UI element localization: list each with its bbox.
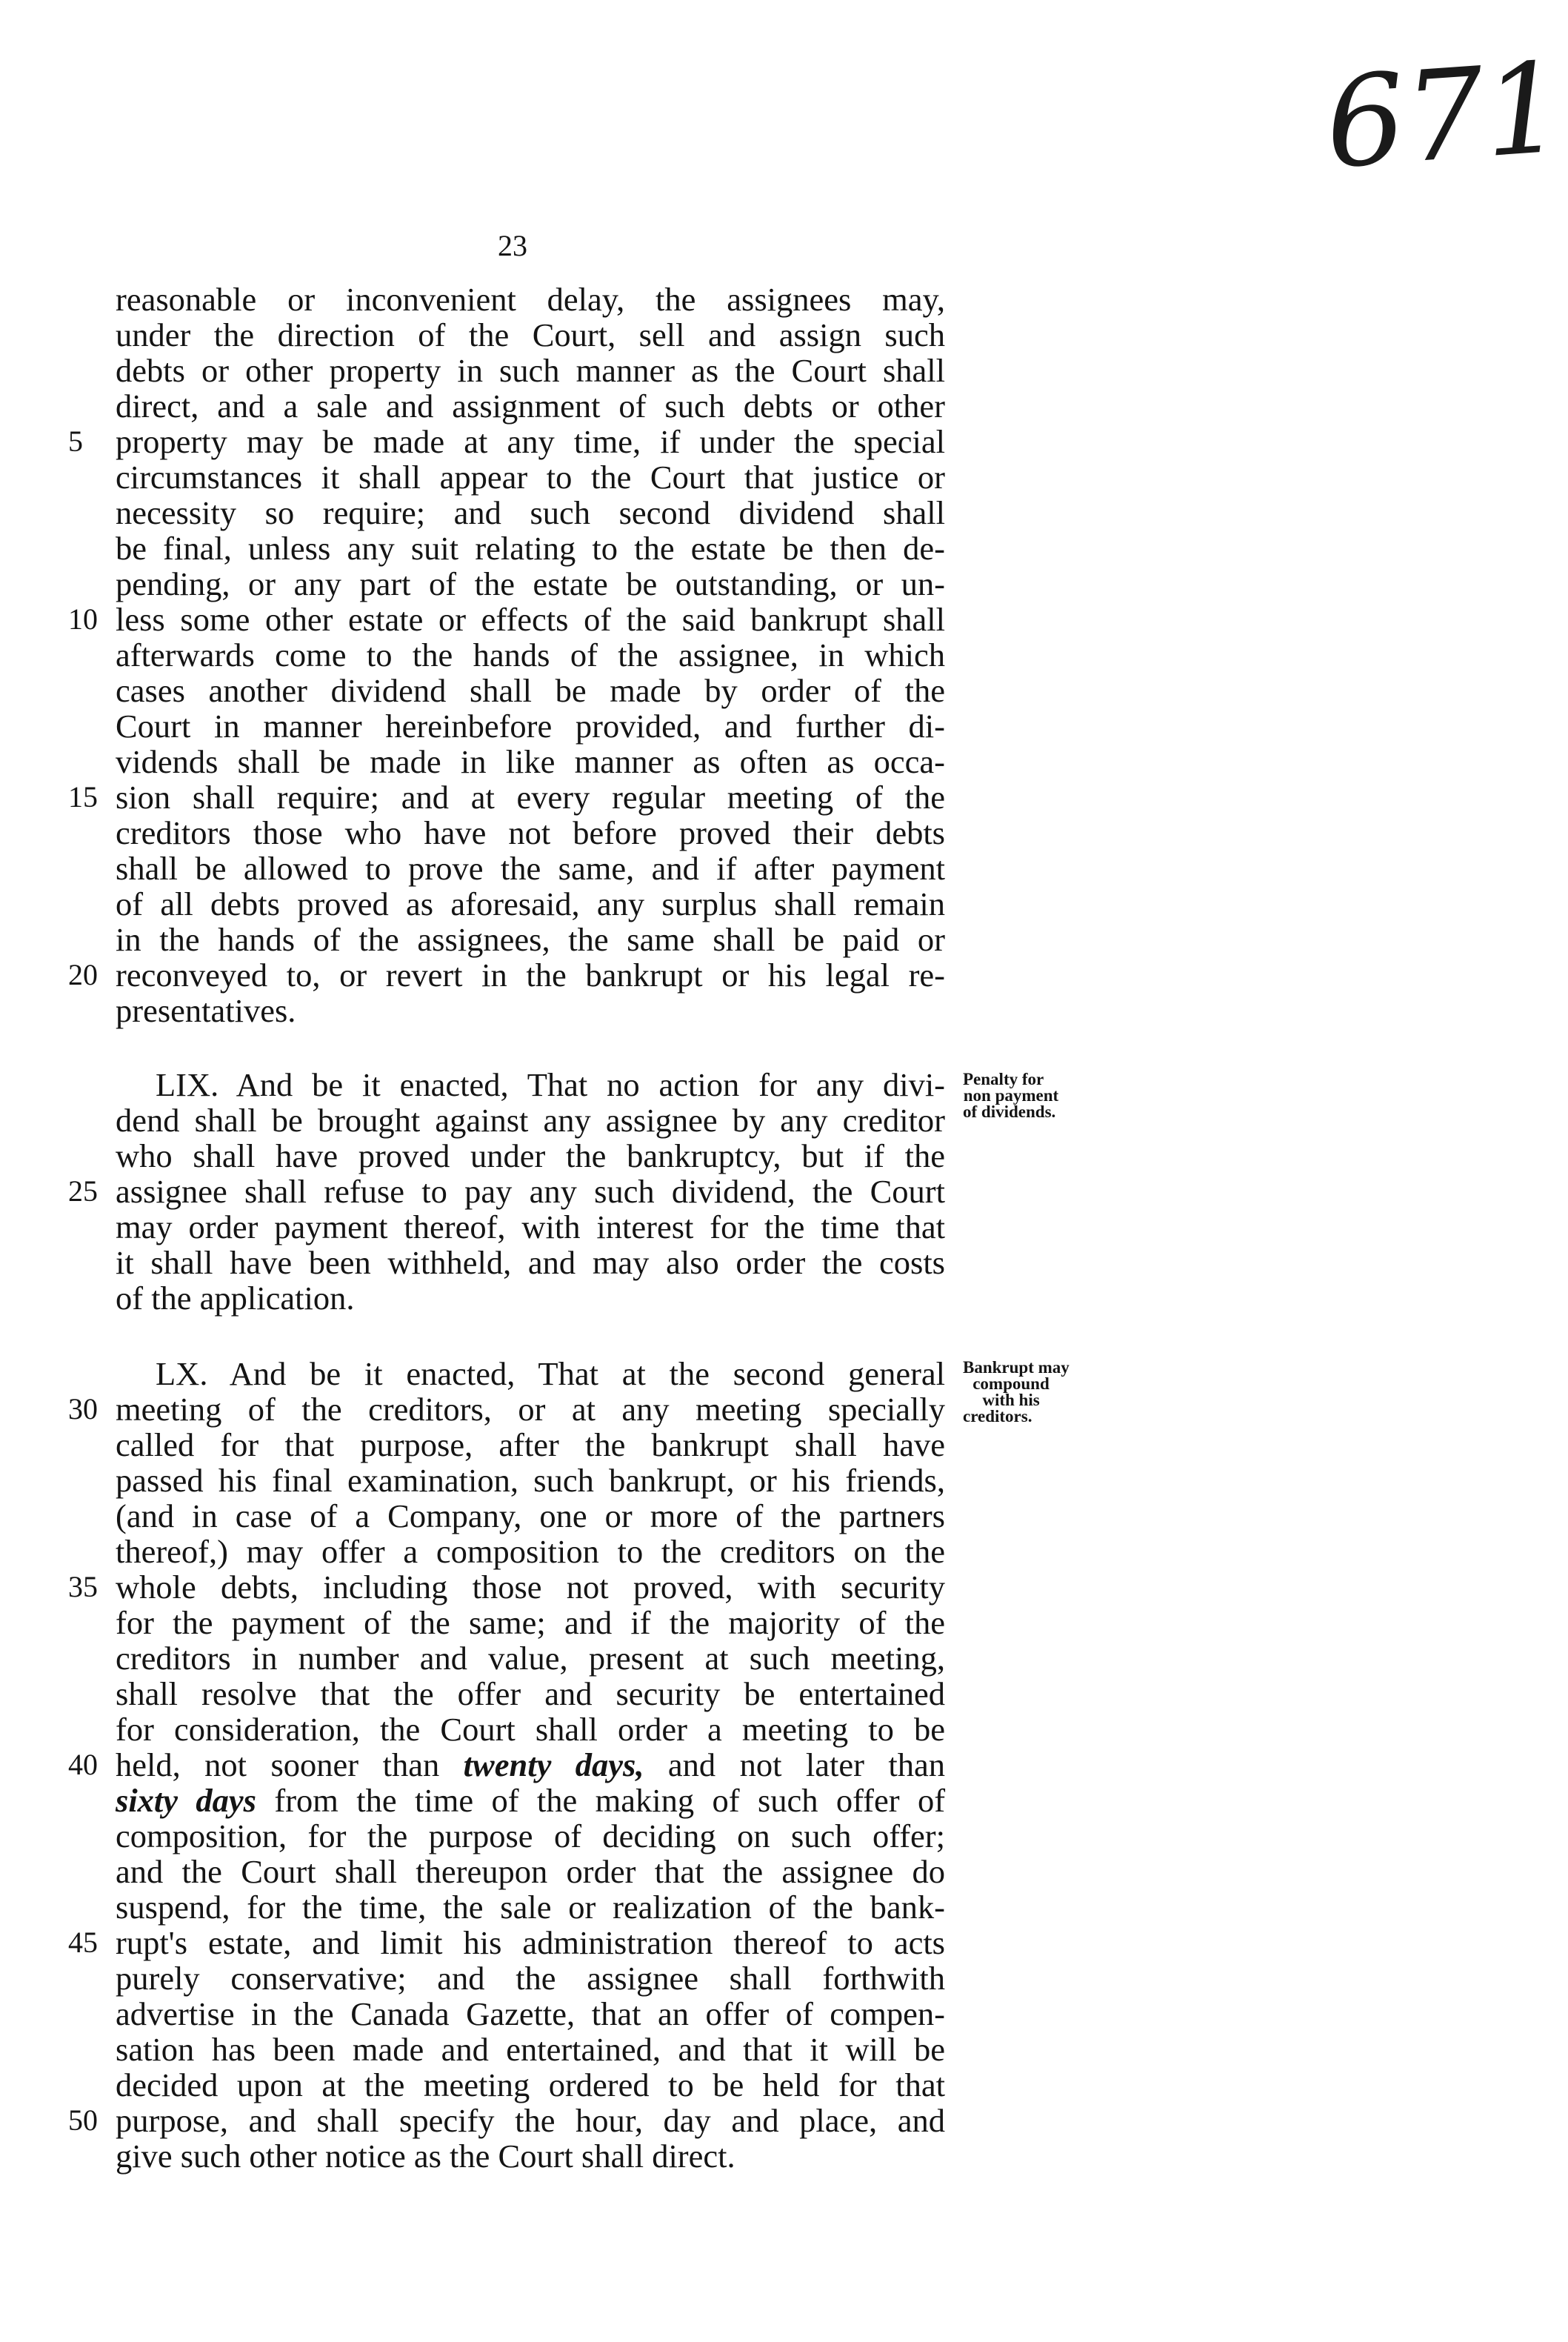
text-line: meeting of the creditors, or at any meeting specially [116, 1391, 945, 1428]
text-line: creditors in number and value, present at such meeting, [116, 1640, 945, 1677]
page-number: 23 [498, 229, 527, 262]
text-line: it shall have been withheld, and may also order the costs [116, 1244, 945, 1281]
emphasis-sixty-days: sixty days [116, 1782, 256, 1819]
section-heading-line: LIX. And be it enacted, That no action for any divi- [156, 1066, 945, 1103]
text-line: under the direction of the Court, sell and assign such [116, 316, 945, 353]
text-line: less some other estate or effects of the said bankrupt shall [116, 601, 945, 638]
text-line: shall resolve that the offer and security be entertained [116, 1675, 945, 1712]
text-line: debts or other property in such manner as the Court shall [116, 352, 945, 389]
text-line: in the hands of the assignees, the same shall be paid or [116, 921, 945, 958]
text-line: give such other notice as the Court shall direct. [116, 2138, 735, 2175]
text-line: be final, unless any suit relating to the estate be then de- [116, 530, 945, 567]
margin-note-penalty [963, 1071, 1133, 1120]
text-line: composition, for the purpose of deciding on such offer; [116, 1817, 945, 1854]
line-number: 50 [68, 2103, 98, 2137]
text-line: thereof,) may offer a composition to the creditors on the [116, 1533, 945, 1570]
text-line: Court in manner hereinbefore provided, and further di- [116, 708, 945, 745]
line-number: 5 [68, 425, 83, 458]
text-line [116, 1747, 945, 1783]
text-line: circumstances it shall appear to the Court that justice or [116, 459, 945, 496]
text-line: advertise in the Canada Gazette, that an offer of compen- [116, 1995, 945, 2032]
text-line: dend shall be brought against any assignee by any creditor [116, 1102, 945, 1139]
text-line: presentatives. [116, 992, 296, 1029]
text-line: who shall have proved under the bankruptcy, but if the [116, 1137, 945, 1174]
text-run: held, not sooner than [116, 1746, 440, 1783]
margin-note-line: with his [982, 1391, 1040, 1409]
text-line: called for that purpose, after the bankrupt shall have [116, 1426, 945, 1463]
text-line: assignee shall refuse to pay any such dividend, the Court [116, 1173, 945, 1210]
text-line: sation has been made and entertained, and that it will be [116, 2031, 945, 2068]
text-line: cases another dividend shall be made by order of the [116, 672, 945, 709]
text-line: creditors those who have not before proved their debts [116, 814, 945, 851]
text-line: may order payment thereof, with interest for the time that [116, 1208, 945, 1245]
line-number: 25 [68, 1174, 98, 1208]
text-line: and the Court shall thereupon order that the assignee do [116, 1853, 945, 1890]
text-line: pending, or any part of the estate be outstanding, or un- [116, 565, 945, 602]
margin-note-bankrupt-compound [963, 1360, 1133, 1425]
margin-note-line: Penalty for [963, 1070, 1044, 1088]
text-line: reconveyed to, or revert in the bankrupt or his legal re- [116, 957, 945, 994]
line-number: 30 [68, 1392, 98, 1426]
text-line: purpose, and shall specify the hour, day and place, and [116, 2102, 945, 2139]
text-line: (and in case of a Company, one or more of the partners [116, 1497, 945, 1534]
text-run: from the time of the making of such offer of [274, 1782, 946, 1819]
text-line: passed his final examination, such bankrupt, or his friends, [116, 1462, 945, 1499]
text-line: whole debts, including those not proved, with security [116, 1568, 945, 1606]
line-number: 10 [68, 602, 98, 636]
text-line: of all debts proved as aforesaid, any surplus shall remain [116, 885, 945, 922]
margin-note-line: of dividends. [963, 1102, 1056, 1121]
section-heading-line: LX. And be it enacted, That at the second general [156, 1355, 945, 1392]
text-line: reasonable or inconvenient delay, the assignees may, [116, 281, 945, 318]
line-number: 15 [68, 780, 98, 814]
margin-note-line: compound [973, 1374, 1050, 1393]
text-line: vidends shall be made in like manner as often as occa- [116, 743, 945, 780]
text-line: purely conservative; and the assignee shall forthwith [116, 1960, 945, 1997]
text-line: of the application. [116, 1280, 355, 1317]
emphasis-twenty-days: twenty days, [463, 1746, 644, 1783]
text-run: and not later than [667, 1746, 946, 1783]
line-number: 35 [68, 1570, 98, 1603]
text-line: rupt's estate, and limit his administration thereof to acts [116, 1924, 945, 1961]
text-line: afterwards come to the hands of the assignee, in which [116, 636, 945, 673]
text-line: sion shall require; and at every regular meeting of the [116, 779, 945, 816]
text-line: shall be allowed to prove the same, and if after payment [116, 850, 945, 887]
text-line: necessity so require; and such second dividend shall [116, 494, 945, 531]
text-line: decided upon at the meeting ordered to be held for that [116, 2066, 945, 2103]
margin-note-line: creditors. [963, 1407, 1032, 1426]
line-number: 40 [68, 1748, 98, 1781]
text-line: direct, and a sale and assignment of such debts or other [116, 387, 945, 425]
line-number: 45 [68, 1926, 98, 1959]
handwritten-folio-number: 671 [1321, 35, 1568, 196]
margin-note-line: Bankrupt may [963, 1358, 1070, 1377]
text-line: for the payment of the same; and if the majority of the [116, 1604, 945, 1641]
text-line: for consideration, the Court shall order a meeting to be [116, 1711, 945, 1748]
margin-note-line: non payment [963, 1086, 1059, 1105]
text-line: property may be made at any time, if under the special [116, 423, 945, 460]
text-line [116, 1783, 945, 1818]
line-number: 20 [68, 958, 98, 991]
text-line: suspend, for the time, the sale or realization of the bank- [116, 1889, 945, 1926]
